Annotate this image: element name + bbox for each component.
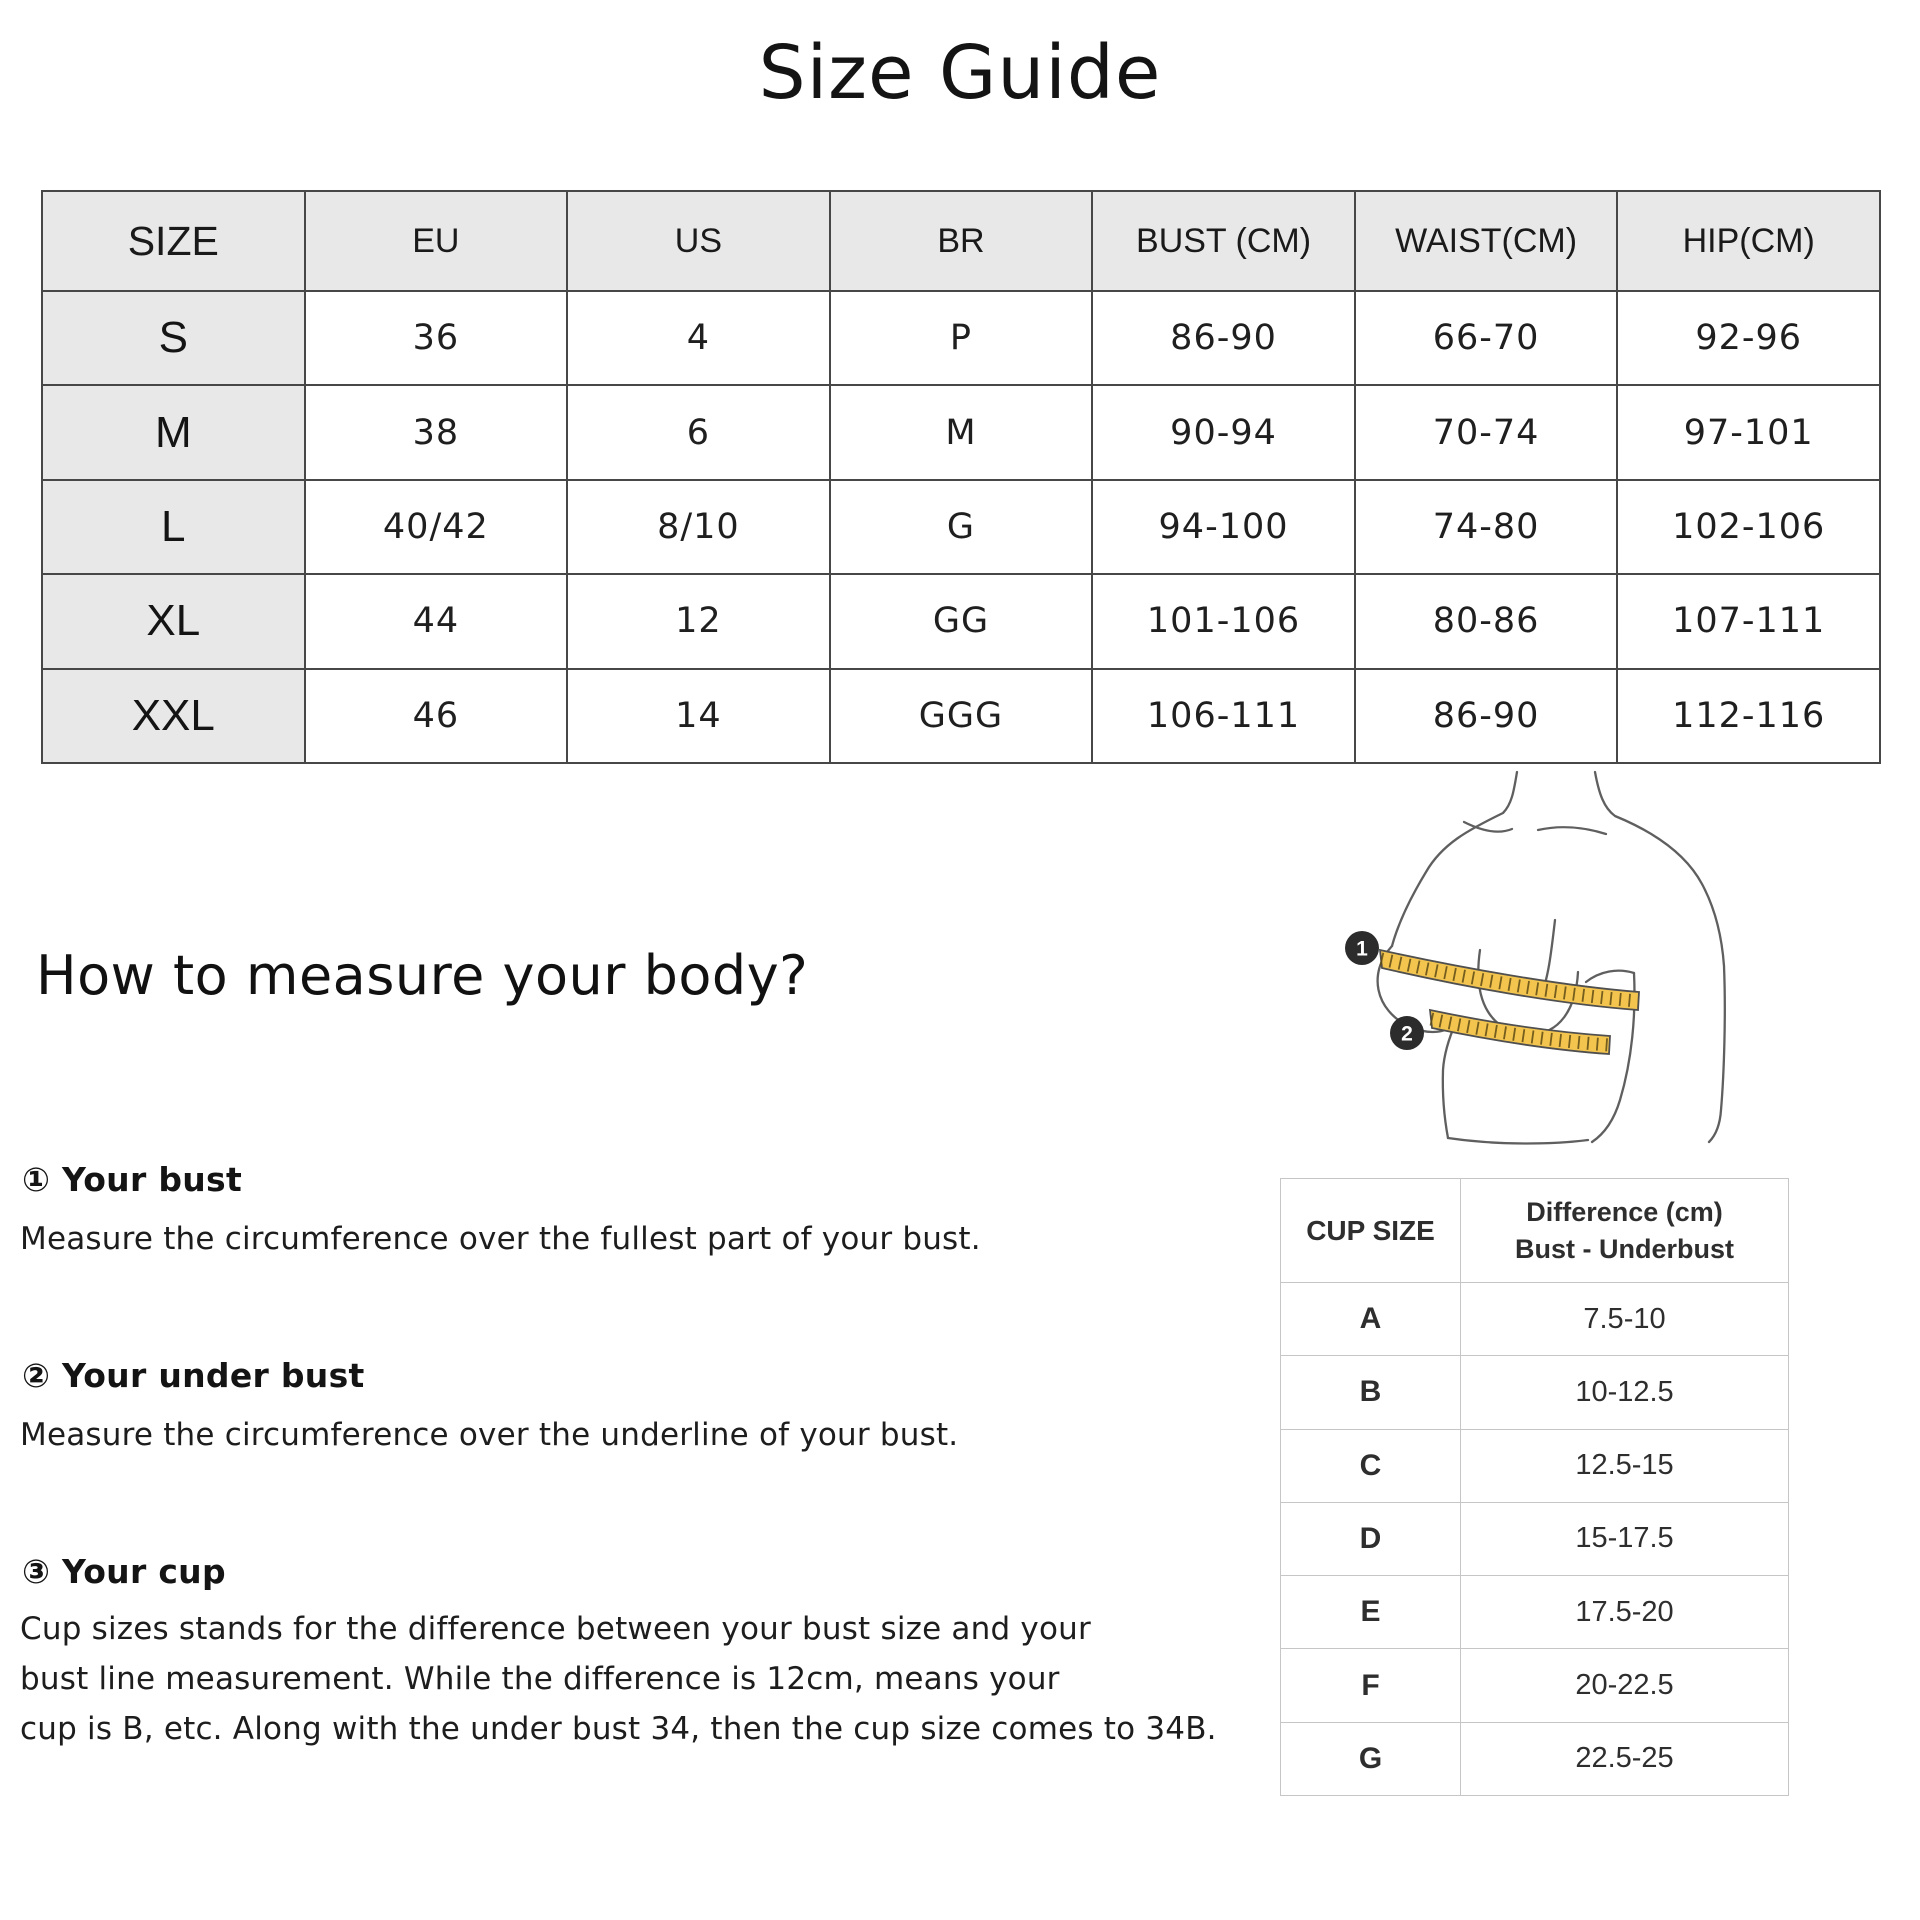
size-cell: 106-111 [1092,669,1355,763]
cup-value: 12.5-15 [1461,1429,1789,1502]
how-to-measure-heading: How to measure your body? [36,944,809,1007]
size-cell: GGG [830,669,1093,763]
cup-letter: A [1281,1283,1461,1356]
underbust-tape [1430,1010,1610,1054]
size-row-xl [42,574,1880,668]
size-table-header-eu: EU [305,191,568,291]
cup-row-d [1281,1502,1789,1575]
cup-table-header-row [1281,1179,1789,1283]
cup-letter: E [1281,1576,1461,1649]
size-cell: 44 [305,574,568,668]
size-table-header-us: US [567,191,830,291]
cup-letter: D [1281,1502,1461,1575]
cup-table-header-difference [1461,1179,1789,1283]
size-cell: 70-74 [1355,385,1618,479]
bust-tape [1380,950,1639,1010]
cup-value: 17.5-20 [1461,1576,1789,1649]
size-cell: 74-80 [1355,480,1618,574]
cup-row-a [1281,1283,1789,1356]
size-table-header-waist: WAIST(CM) [1355,191,1618,291]
size-label: S [42,291,305,385]
size-cell: 40/42 [305,480,568,574]
size-cell: 36 [305,291,568,385]
underbust-badge [1390,1016,1424,1050]
size-table-header-row [42,191,1880,291]
section-body-your-bust: Measure the circumference over the fullest part of your bust. [20,1221,981,1257]
cup-letter: B [1281,1356,1461,1429]
size-cell: 107-111 [1617,574,1880,668]
cup-table-header-cupsize: CUP SIZE [1281,1179,1461,1283]
size-cell: P [830,291,1093,385]
cup-letter: F [1281,1649,1461,1722]
cup-value: 15-17.5 [1461,1502,1789,1575]
size-cell: 80-86 [1355,574,1618,668]
size-cell: 94-100 [1092,480,1355,574]
section-title-your-cup: ③ Your cup [22,1552,226,1591]
measuring-illustration [1328,770,1744,1150]
cup-value: 22.5-25 [1461,1722,1789,1795]
cup-letter: G [1281,1722,1461,1795]
size-cell: 46 [305,669,568,763]
size-table-header-br: BR [830,191,1093,291]
size-cell: G [830,480,1093,574]
size-cell: 101-106 [1092,574,1355,668]
size-label: XL [42,574,305,668]
size-cell: 8/10 [567,480,830,574]
size-cell: 4 [567,291,830,385]
size-cell: 12 [567,574,830,668]
section-body-under-bust: Measure the circumference over the underline of your bust. [20,1417,959,1453]
size-cell: M [830,385,1093,479]
size-table-header-bust: BUST (CM) [1092,191,1355,291]
size-row-m [42,385,1880,479]
size-cell: 92-96 [1617,291,1880,385]
size-cell: 90-94 [1092,385,1355,479]
size-cell: 38 [305,385,568,479]
size-table-header-size: SIZE [42,191,305,291]
size-cell: 112-116 [1617,669,1880,763]
bust-badge [1345,931,1379,965]
size-cell: 86-90 [1092,291,1355,385]
underbust-badge-number: 2 [1401,1022,1413,1046]
size-cell: GG [830,574,1093,668]
size-cell: 6 [567,385,830,479]
section-title-your-bust: ① Your bust [22,1160,243,1199]
cup-value: 7.5-10 [1461,1283,1789,1356]
size-cell: 66-70 [1355,291,1618,385]
size-cell: 102-106 [1617,480,1880,574]
size-table-header-hip: HIP(CM) [1617,191,1880,291]
cup-row-g [1281,1722,1789,1795]
cup-header-line-2: Bust - Underbust [1515,1233,1734,1264]
cup-row-f [1281,1649,1789,1722]
cup-value: 20-22.5 [1461,1649,1789,1722]
page-title: Size Guide [758,30,1162,116]
cup-row-c [1281,1429,1789,1502]
cup-text-line-2: bust line measurement. While the difference is 12cm, means your [20,1661,1060,1697]
size-row-xxl [42,669,1880,763]
cup-row-e [1281,1576,1789,1649]
cup-text-line-3: cup is B, etc. Along with the under bust 34, then the cup size comes to 34B. [20,1711,1217,1747]
size-label: XXL [42,669,305,763]
torso-outline [1378,772,1725,1144]
section-body-your-cup [20,1604,1217,1754]
section-title-under-bust: ② Your under bust [22,1356,365,1395]
size-cell: 14 [567,669,830,763]
cup-text-line-1: Cup sizes stands for the difference between your bust size and your [20,1611,1091,1647]
size-row-l [42,480,1880,574]
cup-row-b [1281,1356,1789,1429]
cup-letter: C [1281,1429,1461,1502]
cup-header-line-1: Difference (cm) [1526,1196,1723,1227]
size-table [41,190,1881,764]
size-row-s [42,291,1880,385]
cup-value: 10-12.5 [1461,1356,1789,1429]
cup-size-table [1280,1178,1789,1796]
bust-badge-number: 1 [1356,937,1368,961]
size-cell: 97-101 [1617,385,1880,479]
size-cell: 86-90 [1355,669,1618,763]
size-label: M [42,385,305,479]
size-label: L [42,480,305,574]
